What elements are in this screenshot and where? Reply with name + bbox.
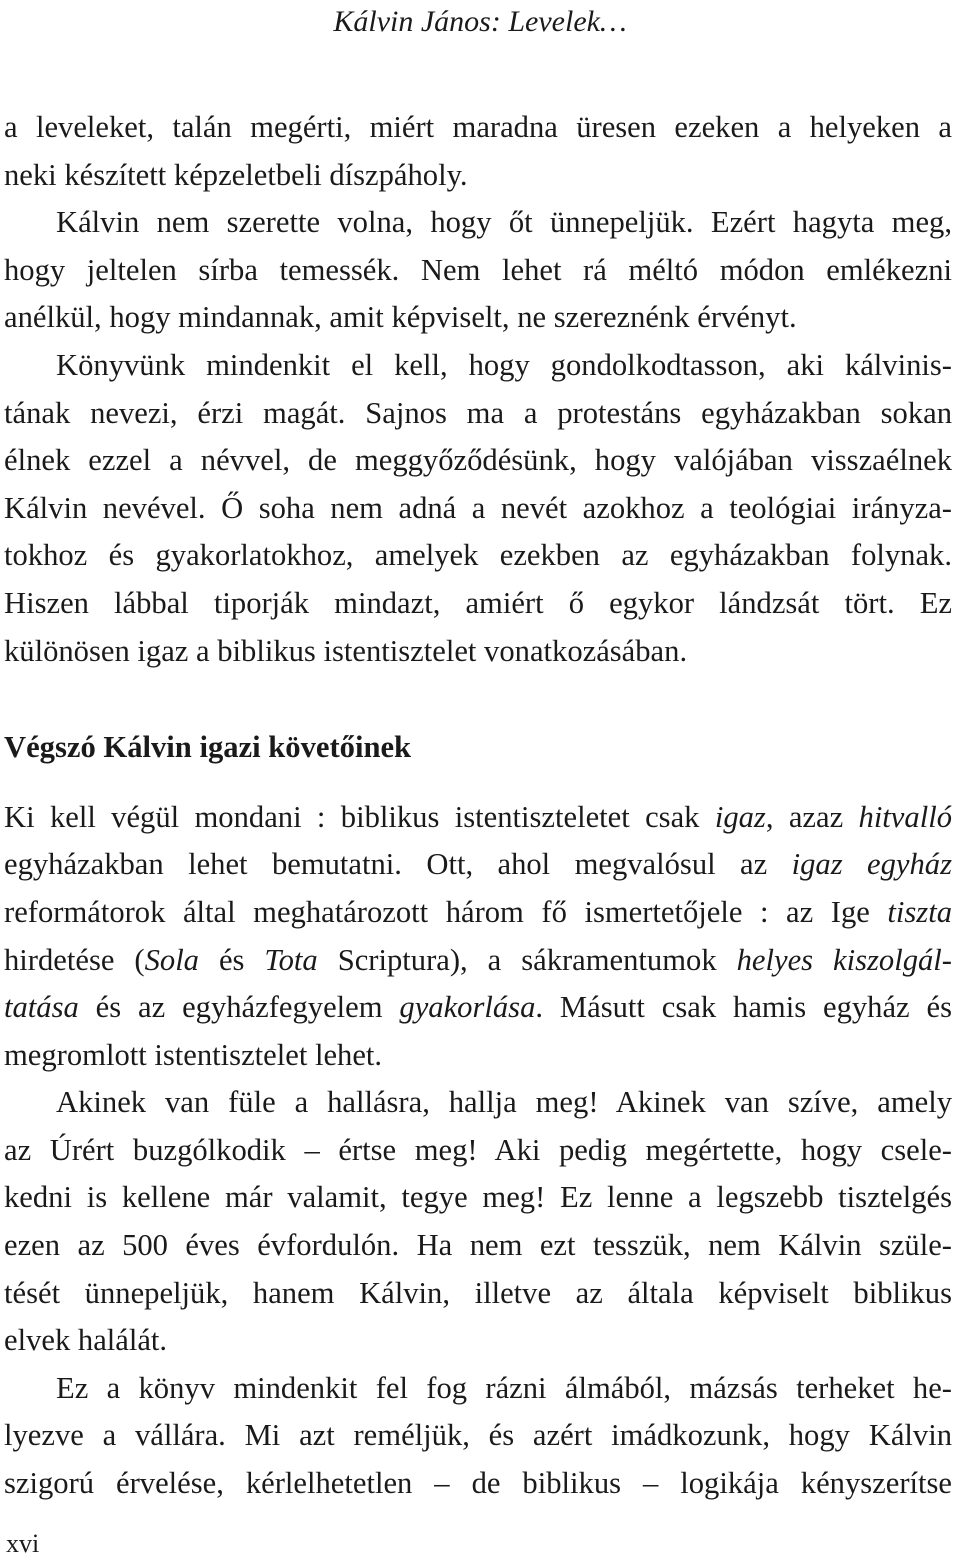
text-line (4, 984, 952, 1032)
text-line: Könyvünk mindenkit el kell, hogy gondolkodtasson, aki kálvinis- (56, 347, 952, 382)
text-line: Ez a könyv mindenkit fel fog rázni álmából, mázsás terheket he- (56, 1370, 952, 1405)
text-line: hogy jeltelen sírba temessék. Nem lehet rá méltó módon emlékezni (4, 252, 952, 287)
text-run: Scriptura), a sákramentumok (317, 942, 737, 977)
text-line: az Úrért buzgólkodik – értse meg! Aki pedig megértette, hogy csele- (4, 1132, 952, 1167)
text-run: . Másutt csak hamis egyház és (535, 990, 952, 1025)
text-line: tokhoz és gyakorlatokhoz, amelyek ezekben az egyházakban folynak. (4, 538, 952, 573)
emphasis: igaz egyház (791, 847, 952, 882)
text-run: és (198, 942, 265, 977)
emphasis: gyakorlása (399, 990, 536, 1025)
text-run: Ki kell végül mondani : biblikus istentiszteletet csak (4, 799, 715, 834)
text-line: elvek halálát. (4, 1323, 168, 1358)
text-line (4, 841, 952, 889)
page-number: xvi (6, 1529, 40, 1558)
text-line: kedni is kellene már valamit, tegye meg! Ez lenne a legszebb tisztelgés (4, 1180, 952, 1215)
emphasis: Tota (264, 942, 318, 977)
text-line: ezen az 500 éves évfordulón. Ha nem ezt tesszük, nem Kálvin szüle- (4, 1228, 952, 1263)
emphasis: helyes kiszolgál- (736, 942, 952, 977)
paragraph-2 (4, 199, 952, 342)
text-line (4, 937, 952, 985)
text-line: élnek ezzel a névvel, de meggyőződésünk, hogy valójában visszaélnek (4, 443, 952, 478)
text-line: Hiszen lábbal tiporják mindazt, amiért ő egykor lándzsát tört. Ez (4, 585, 952, 620)
text-line: lyezve a vállára. Mi azt reméljük, és azért imádkozunk, hogy Kálvin (4, 1418, 952, 1453)
text-line: neki készített képzeletbeli díszpáholy. (4, 157, 468, 192)
text-line: Kálvin nevével. Ő soha nem adná a nevét azokhoz a teológiai irányza- (4, 490, 952, 525)
paragraph-6 (4, 1365, 952, 1508)
emphasis: Sola (144, 942, 199, 977)
text-line: a leveleket, talán megérti, miért maradna üresen ezeken a helyeken a (4, 110, 952, 144)
paragraph-1 (4, 104, 952, 199)
emphasis: tiszta (887, 894, 952, 929)
emphasis: igaz (714, 799, 766, 834)
text-run: , azaz (765, 799, 859, 834)
text-line: tának nevezi, érzi magát. Sajnos ma a protestáns egyházakban sokan (4, 395, 952, 430)
paragraph-3 (4, 342, 952, 675)
text-line (4, 794, 952, 842)
text-line: Kálvin nem szerette volna, hogy őt ünnepeljük. Ezért hagyta meg, (56, 205, 952, 240)
text-line: megromlott istentisztelet lehet. (4, 1037, 383, 1072)
text-line: különösen igaz a biblikus istentisztelet vonatkozásában. (4, 633, 688, 668)
text-line: tését ünnepeljük, hanem Kálvin, illetve az általa képviselt biblikus (4, 1275, 952, 1310)
text-run: és az egyházfegyelem (78, 990, 400, 1025)
text-run: reformátorok által meghatározott három fő ismertetőjele : az Ige (4, 894, 888, 929)
emphasis: tatása (4, 990, 79, 1025)
text-line (4, 889, 952, 937)
paragraph-4 (4, 794, 952, 1080)
running-head: Kálvin János: Levelek… (333, 5, 627, 38)
text-line: Akinek van füle a hallásra, hallja meg! Akinek van szíve, amely (56, 1085, 952, 1120)
text-run: egyházakban lehet bemutatni. Ott, ahol megvalósul az (4, 847, 792, 882)
body-text (4, 104, 952, 1508)
text-line: szigorú érvelése, kérlelhetetlen – de biblikus – logikája kényszerítse (4, 1466, 952, 1501)
emphasis: hitvalló (858, 799, 952, 834)
section-heading: Végszó Kálvin igazi követőinek (4, 730, 412, 765)
paragraph-5 (4, 1079, 952, 1365)
text-run: hirdetése ( (4, 942, 145, 977)
text-line: anélkül, hogy mindannak, amit képviselt, ne szereznénk érvényt. (4, 300, 797, 335)
